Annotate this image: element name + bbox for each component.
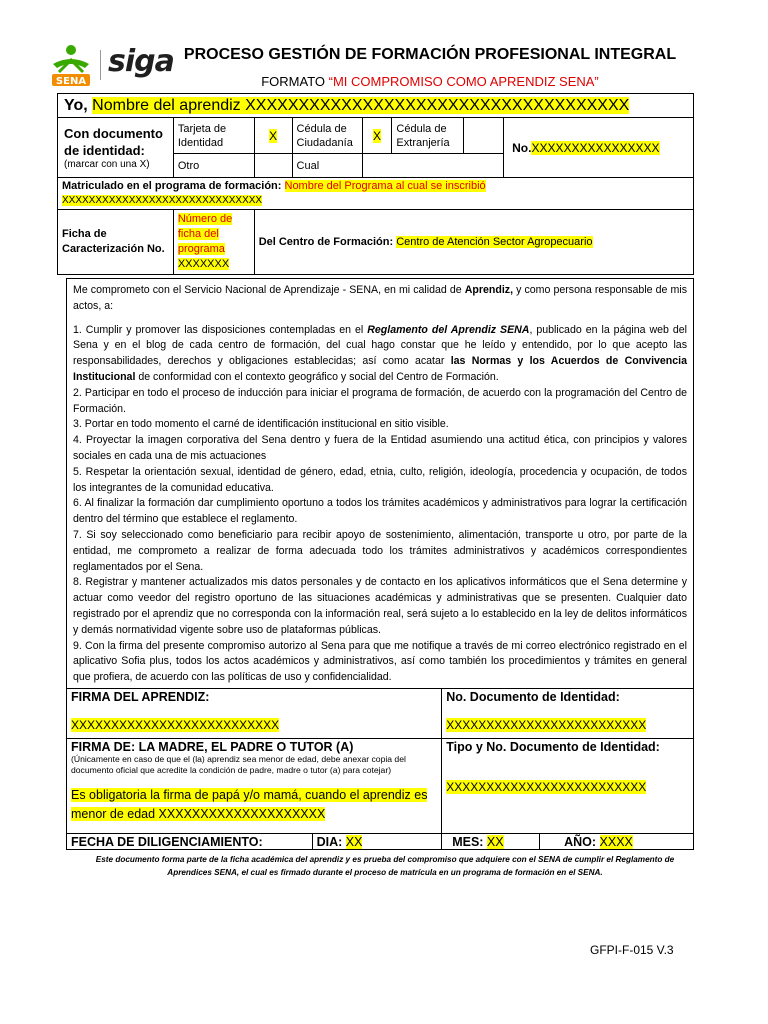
ano-field[interactable]: XXXX xyxy=(599,834,633,849)
identification-table xyxy=(57,93,694,275)
student-document-field[interactable]: XXXXXXXXXXXXXXXXXXXXXXXXX xyxy=(446,718,647,732)
document-code: GFPI-F-015 V.3 xyxy=(590,943,674,957)
tarjeta-label: Tarjeta de Identidad xyxy=(173,118,254,154)
tutor-signature-label: FIRMA DE: LA MADRE, EL PADRE O TUTOR (A) xyxy=(71,740,354,754)
dia-label: DIA: xyxy=(316,834,343,849)
commitment-item-8: 8. Registrar y mantener actualizados mis datos personales y de contacto en los aplicativos informáticos que el Sena determine y actuar como veedor del registro oportuno de las situaciones académicas y administrativas que se presenten. Cualquier dato registrado por el aprendiz que no corresponda con la información real, será sujeto a lo establecido en la ley de delitos informáticos y demás normatividad vigente sobre uso de plataformas públicas. xyxy=(73,576,687,636)
apprentice-name-field[interactable]: Nombre del aprendiz XXXXXXXXXXXXXXXXXXXXXXXXXXXXXXXXXXXX xyxy=(92,96,630,114)
document-hint: (marcar con una X) xyxy=(64,159,150,170)
cedula-checkbox[interactable] xyxy=(362,118,392,154)
program-code-field[interactable]: XXXXXXXXXXXXXXXXXXXXXXXXXXXXXX xyxy=(62,195,263,206)
commitment-item-4: 4. Proyectar la imagen corporativa del Sena dentro y fuera de la Entidad asumiendo una actitud ética, con principios y valores sociales en cada una de mis actuaciones xyxy=(73,434,687,462)
item1-text: 1. Cumplir y promover las disposiciones contempladas en el xyxy=(73,323,368,336)
mes-cell[interactable] xyxy=(442,834,540,850)
centro-row xyxy=(254,210,693,275)
mes-field[interactable]: XX xyxy=(486,834,504,849)
otro-checkbox[interactable] xyxy=(254,154,292,178)
student-signature-field[interactable]: XXXXXXXXXXXXXXXXXXXXXXXXXX xyxy=(71,718,280,732)
tarjeta-mark: X xyxy=(269,128,278,143)
document-number-cell xyxy=(504,118,694,178)
cual-field[interactable] xyxy=(362,154,504,178)
commitment-item-5: 5. Respetar la orientación sexual, identidad de género, edad, etnia, culto, religión, ideología, procedencia y ocupación, de todos los integrantes de la comunidad educativa. xyxy=(73,465,687,494)
ficha-label: Ficha de Caracterización No. xyxy=(58,210,174,275)
ano-label: AÑO: xyxy=(564,834,597,849)
extranjeria-label: Cédula de Extranjería xyxy=(392,118,464,154)
document-number-label: No. xyxy=(512,140,532,155)
tutor-signature-field[interactable]: Es obligatoria la firma de papá y/o mamá, cuando el aprendiz es menor de edad XXXXXXXXXXXXXXXXXXXX xyxy=(71,788,428,821)
dia-field[interactable]: XX xyxy=(345,834,363,849)
tutor-document-label: Tipo y No. Documento de Identidad: xyxy=(446,740,660,754)
signature-table xyxy=(66,688,694,850)
commitment-item-6: 6. Al finalizar la formación dar cumplimiento oportuno a todos los trámites académicos y administrativos para lograr la certificación dentro del término que establece el reglamento. xyxy=(73,497,687,526)
subtitle-format-name: “MI COMPROMISO COMO APRENDIZ SENA” xyxy=(328,74,599,89)
fecha-label: FECHA DE DILIGENCIAMIENTO: xyxy=(67,834,313,850)
commitment-item-1 xyxy=(73,323,687,386)
logo-divider xyxy=(100,50,101,80)
otro-label: Otro xyxy=(173,154,254,178)
tutor-document-field[interactable]: XXXXXXXXXXXXXXXXXXXXXXXXX xyxy=(446,780,647,794)
program-name-field[interactable]: Nombre del Programa al cual se inscribió xyxy=(284,180,486,192)
cedula-label: Cédula de Ciudadanía xyxy=(292,118,362,154)
subtitle-prefix: FORMATO xyxy=(261,74,329,89)
document-subtitle xyxy=(170,74,690,89)
cual-label: Cual xyxy=(292,154,362,178)
ano-cell[interactable] xyxy=(540,834,694,850)
centro-label: Del Centro de Formación: xyxy=(258,236,394,248)
intro-end: y como persona responsable de mis actos, a: xyxy=(73,284,687,312)
program-row xyxy=(58,178,694,210)
tarjeta-checkbox[interactable] xyxy=(254,118,292,154)
ficha-value: Número de ficha del programa xyxy=(177,213,233,255)
apprentice-name-row xyxy=(58,94,694,118)
item1-text2: , publicado en la página web del Sena y en el blog de cada centro de formación, del cual hago constar que he leído y entendido, por lo que acepto las responsabilidades, derechos y obligaciones establecidas; así como acatar xyxy=(73,323,688,368)
commitment-intro xyxy=(73,283,687,315)
item1-reglamento: Reglamento del Aprendiz SENA xyxy=(367,323,530,336)
commitment-item-2: 2. Participar en todo el proceso de inducción para iniciar el programa de formación, de acuerdo con la programación del Centro de Formación. xyxy=(73,386,687,415)
document-title: PROCESO GESTIÓN DE FORMACIÓN PROFESIONAL INTEGRAL xyxy=(183,46,677,63)
document-label: Con documento de identidad: xyxy=(64,126,163,158)
commitment-item-7: 7. Si soy seleccionado como beneficiario para recibir apoyo de sostenimiento, alimentación, transporte u otro, por parte de la entidad, me comprometo a realizar de forma adecuada todo los trámites administrativos y académicos correspondientes reglamentados por el Sena. xyxy=(73,528,687,573)
tutor-document-cell xyxy=(442,739,694,834)
intro-bold: Aprendiz, xyxy=(464,284,514,296)
student-signature-label: FIRMA DEL APRENDIZ: xyxy=(71,690,210,704)
commitment-item-3: 3. Portar en todo momento el carné de identificación institucional en sitio visible. xyxy=(73,418,449,431)
extranjeria-checkbox[interactable] xyxy=(464,118,504,154)
commitment-item-9: 9. Con la firma del presente compromiso autorizo al Sena para que me notifique a través de mi correo electrónico registrado en el aplicativo Sofia plus, todos los actos académicos y administrativos, así como también los procedimientos y trámites en general que profiera, de acuerdo con las políticas de uso y confidencialidad. xyxy=(73,639,687,684)
yo-label: Yo, xyxy=(64,96,88,114)
item1-normas: las Normas y los Acuerdos de Convivencia Institucional xyxy=(73,355,687,383)
document-number-field[interactable]: XXXXXXXXXXXXXXXX xyxy=(531,140,660,155)
intro-text: Me comprometo con el Servicio Nacional de Aprendizaje - SENA, en mi calidad de xyxy=(73,284,465,296)
tutor-signature-cell[interactable] xyxy=(67,739,442,834)
sena-logo xyxy=(49,44,93,88)
ficha-number: XXXXXXX xyxy=(177,258,230,270)
ficha-field[interactable] xyxy=(173,210,254,275)
document-type-cell xyxy=(58,118,174,178)
item1-text3: de conformidad con el contexto geográfico y social del Centro de Formación. xyxy=(135,370,499,383)
dia-cell[interactable] xyxy=(312,834,442,850)
commitment-text xyxy=(66,278,694,688)
student-document-label: No. Documento de Identidad: xyxy=(446,690,620,704)
centro-field[interactable]: Centro de Atención Sector Agropecuario xyxy=(396,236,593,248)
mes-label: MES: xyxy=(452,834,484,849)
footer-note: Este documento forma parte de la ficha académica del aprendiz y es prueba del compromiso que adquiere con el SENA de cumplir el Reglamento de Aprendices SENA, el cual es firmado durante el proceso de matrícula en un programa de formación en el SENA. xyxy=(95,855,675,877)
program-label: Matriculado en el programa de formación: xyxy=(62,180,282,192)
siga-logo: siga xyxy=(108,44,174,79)
sena-logo-text: SENA xyxy=(55,76,87,87)
tutor-signature-note: (Únicamente en caso de que el (la) aprendiz sea menor de edad, debe anexar copia del documento oficial que acredite la condición de padre, madre o tutor (a) para cotejar) xyxy=(71,754,406,775)
student-document-cell xyxy=(442,689,694,739)
student-signature-cell[interactable] xyxy=(67,689,442,739)
cedula-mark: X xyxy=(372,128,381,143)
